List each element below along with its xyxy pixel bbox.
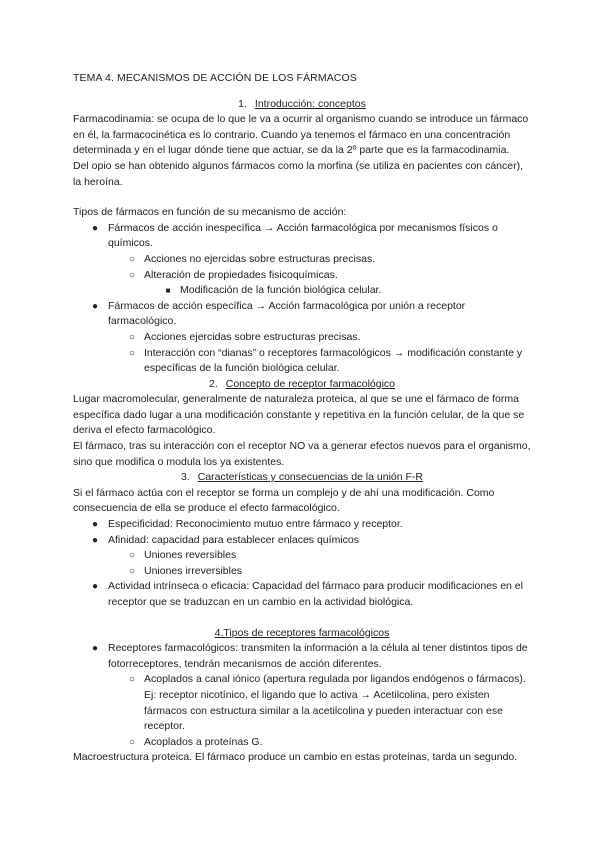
section-1-heading <box>73 97 531 113</box>
list-item-text: Acoplados a canal iónico (apertura regulada por ligandos endógenos o fármacos). Ej: receptor nicotínico, el ligando que lo activa → Acetilcolina, pero existen fármacos con estructura similar a la acetilcolina y pueden interactuar con ese receptor. <box>144 673 526 733</box>
bullet-circle-icon: ○ <box>128 565 136 577</box>
list-item-text: Interacción con “dianas” o receptores farmacológicos → modificación constante y específicas de la función biológica celular. <box>144 346 523 375</box>
bullet-disc-icon: ● <box>91 534 99 546</box>
list-item <box>73 221 531 252</box>
list-item <box>73 548 531 564</box>
paragraph-receptor-definicion: Lugar macromolecular, generalmente de naturaleza proteica, al que se une el fármaco de forma específica dado lugar a una modificación constante y repetitiva en la función celular, de la que se deriva el efecto farmacológico. <box>73 393 525 437</box>
list-item-text: Especificidad: Reconocimiento mutuo entre fármaco y receptor. <box>108 518 403 531</box>
spacer <box>73 611 531 626</box>
list-item <box>73 641 531 672</box>
list-item <box>73 283 531 299</box>
paragraph-receptor-efectos: El fármaco, tras su interacción con el receptor NO va a generar efectos nuevos para el organismo, sino que modifica o modula los ya existentes. <box>73 440 531 468</box>
section-2-heading <box>73 377 531 393</box>
list-item-text: Receptores farmacológicos: transmiten la información a la célula al tener distintos tipos de fotorreceptores, tendrán mecanismos de acción diferentes. <box>108 642 528 670</box>
paragraph-tipos: Tipos de fármacos en función de su mecanismo de acción: <box>73 206 347 219</box>
caracteristicas-list <box>73 517 531 611</box>
list-item <box>73 330 531 346</box>
list-item-text: Fármacos de acción inespecífica → Acción farmacológica por mecanismos físicos o químicos. <box>108 221 498 250</box>
section-4-title: 4.Tipos de receptores farmacológicos <box>214 626 390 639</box>
bullet-circle-icon: ○ <box>128 331 136 343</box>
section-3-number: 3. <box>180 471 190 484</box>
bullet-circle-icon: ○ <box>128 347 136 359</box>
paragraph-farmacodinamia: Farmacodinamia: se ocupa de lo que le va a ocurrir al organismo cuando se introduce un fármaco en él, la farmacocinética es lo contrario. Cuando ya tenemos el fármaco en una concentración determinada y en el lugar dónde tiene que actuar, se da la 2º parte que es la farmacodinamia. <box>73 113 529 157</box>
list-item-text: Acoplados a proteínas G. <box>144 735 263 748</box>
paragraph-complejo: Si el fármaco actúa con el receptor se forma un complejo y de ahí una modificación. Como consecuencia de ella se produce el efecto farmacológico. <box>73 486 495 515</box>
bullet-circle-icon: ○ <box>128 674 136 686</box>
bullet-disc-icon: ● <box>91 519 99 531</box>
tipos-receptores-list <box>73 641 531 750</box>
list-item-text: Actividad intrínseca o eficacia: Capacidad del fármaco para producir modificaciones en el receptor que se traduzcan en un cambio en la actividad biológica. <box>108 580 523 608</box>
spacer <box>73 190 531 205</box>
list-item <box>73 579 531 610</box>
bullet-circle-icon: ○ <box>128 736 136 748</box>
list-item-text: Uniones irreversibles <box>144 564 243 577</box>
list-item <box>73 299 531 330</box>
list-item-text: Fármacos de acción específica → Acción farmacológica por unión a receptor farmacológico. <box>108 299 466 328</box>
document-title: TEMA 4. MECANISMOS DE ACCIÓN DE LOS FÁRMACOS <box>73 72 357 84</box>
section-1-title: Introducción: conceptos <box>254 97 366 110</box>
bullet-circle-icon: ○ <box>128 253 136 265</box>
list-item-text: Modificación de la función biológica celular. <box>180 284 382 297</box>
paragraph-macroestructura: Macroestructura proteica. El fármaco produce un cambio en estas proteínas, tarda un segundo. <box>73 751 518 764</box>
bullet-circle-icon: ○ <box>128 550 136 562</box>
list-item <box>73 517 531 533</box>
paragraph-opio: Del opio se han obtenido algunos fármacos como la morfina (se utiliza en pacientes con cáncer), la heroína. <box>73 159 523 188</box>
bullet-disc-icon: ● <box>91 643 99 655</box>
list-item <box>73 346 531 377</box>
list-item-text: Alteración de propiedades fisicoquímicas. <box>144 268 338 281</box>
bullet-disc-icon: ● <box>91 222 99 234</box>
list-item-text: Acciones ejercidas sobre estructuras precisas. <box>144 330 361 343</box>
list-item <box>73 252 531 268</box>
list-item-text: Uniones reversibles <box>144 549 237 562</box>
bullet-circle-icon: ○ <box>128 269 136 281</box>
bullet-disc-icon: ● <box>91 300 99 312</box>
section-4-heading <box>73 626 531 642</box>
section-2-title: Concepto de receptor farmacológico <box>225 377 396 390</box>
list-item <box>73 735 531 751</box>
section-2-number: 2. <box>208 377 218 390</box>
section-3-title: Características y consecuencias de la unión F-R <box>197 471 424 484</box>
list-item <box>73 533 531 549</box>
tipos-farmacos-list <box>73 221 531 377</box>
list-item <box>73 268 531 284</box>
bullet-square-icon: ■ <box>165 286 171 296</box>
list-item <box>73 564 531 580</box>
list-item-text: Acciones no ejercidas sobre estructuras precisas. <box>144 252 376 265</box>
list-item-text: Afinidad: capacidad para establecer enlaces químicos <box>108 533 359 546</box>
bullet-disc-icon: ● <box>91 581 99 593</box>
document-page <box>73 71 531 766</box>
list-item <box>73 672 531 734</box>
section-1-number: 1. <box>238 97 247 110</box>
section-3-heading <box>73 470 531 486</box>
